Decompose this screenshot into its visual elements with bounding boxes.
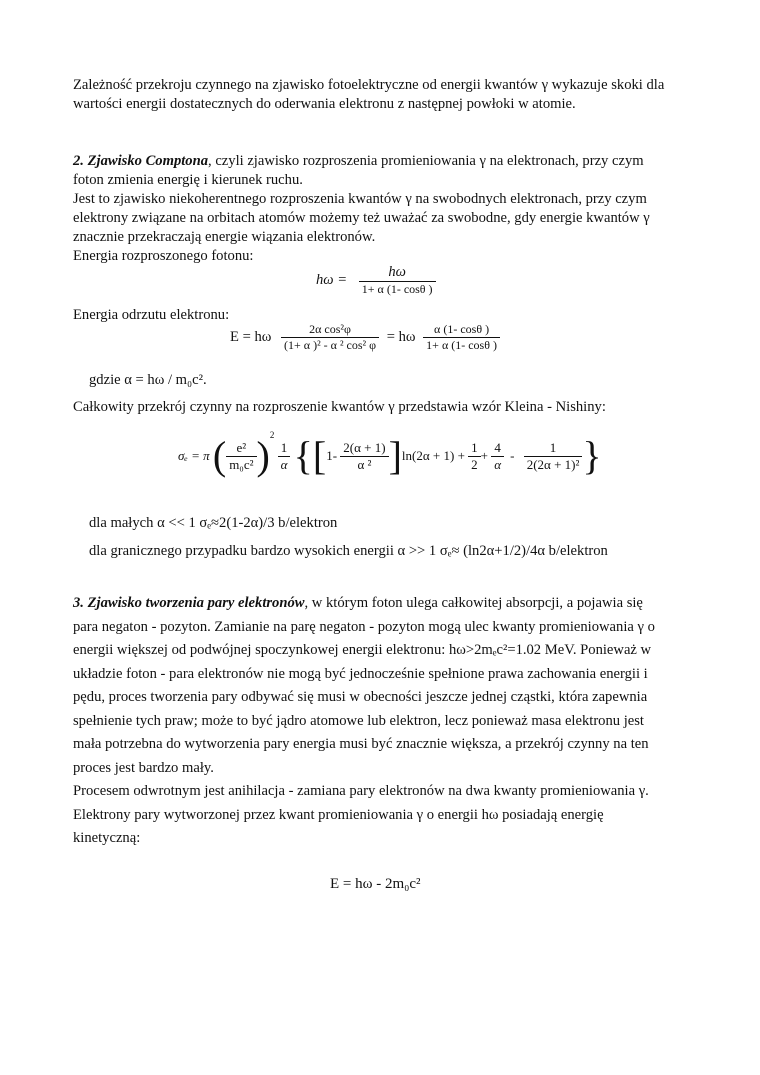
electron-energy-equation — [230, 322, 500, 353]
kn-frac-num: e² — [236, 439, 247, 455]
kn-t2-num: 2(α + 1) — [343, 439, 386, 455]
eq1-lhs: hω = — [316, 272, 348, 288]
eq1-denominator: 1+ α (1- cosθ ) — [359, 281, 436, 297]
alpha-definition-text: gdzie α = hω / m₀c². — [89, 372, 207, 388]
photon-energy-equation — [316, 264, 436, 297]
eq2-denominator-1: (1+ α )² - α ² cos² φ — [281, 337, 379, 353]
pair-line-9: Procesem odwrotnym jest anihilacja - zamiana pary elektronów na dwa kwanty promieniowania γ. — [73, 783, 649, 799]
compton-paragraph — [73, 152, 693, 266]
kn-four-den: α — [491, 456, 504, 473]
eq1-numerator: hω — [388, 264, 406, 280]
compton-line-3: Jest to zjawisko niekoherentnego rozproszenia kwantów γ na swobodnych elektronach, przy czym — [73, 191, 647, 207]
eq2-mid: = hω — [386, 329, 416, 345]
pair-line-3: energii większej od podwójnej spoczynkowej energii elektronu: hω>2mₑc²=1.02 MeV. Ponieważ w — [73, 642, 652, 658]
kn-minus: - — [510, 448, 515, 463]
kn-four-num: 4 — [494, 439, 501, 455]
compton-heading: 2. Zjawisko Comptona — [73, 153, 209, 169]
pair-line-11: kinetyczną: — [73, 830, 141, 846]
klein-nishina-formula: σₑ = π ( $\frac{\text{e²}}{\text{m₀c²}}$ )$^2$ $\frac{1}{\alpha}$ {[1- $\frac{2(\alpha + 1)}{\text{α ²}}$ ]ln(2α + 1) + $\frac{1}{2}$ + $\frac{4}{\alpha}$ - $\frac{1}{\text{2(2α + 1)²}}$ } — [178, 429, 602, 478]
pair-line-2: para negaton - pozyton. Zamianie na parę negaton - pozyton mogą ulec kwanty promieniowania γ o — [73, 618, 655, 635]
compton-line-1 — [73, 152, 693, 171]
kn-t2-den: α ² — [340, 456, 388, 473]
kn-one-minus: 1- — [326, 448, 338, 463]
small-alpha-case — [89, 515, 337, 532]
kn-last-num: 1 — [549, 439, 557, 455]
kinetic-energy-equation — [330, 876, 421, 893]
pair-line-10: Elektrony pary wytworzonej przez kwant promieniowania γ o energii hω posiadają energię — [73, 806, 604, 823]
pair-line-6: spełnienie tych praw; może to być jądro atomowe lub elektron, lecz ponieważ masa elektronu jest — [73, 712, 644, 729]
compton-line-5: znacznie przekraczają energie wiązania elektronów. — [73, 229, 376, 245]
kn-half-den: 2 — [468, 456, 481, 473]
pair-line-5: pędu, proces tworzenia pary odbywać się musi w obecności jeszcze jednej cząstki, która zapewnia — [73, 689, 648, 705]
kn-plus: + — [480, 448, 489, 463]
eq2-numerator-2: α (1- cosθ ) — [434, 322, 490, 336]
eq2-numerator-1: 2α cos²φ — [309, 322, 351, 336]
pair-intro-text: , w którym foton ulega całkowitej absorpcji, a pojawia się — [304, 595, 643, 611]
eq2-denominator-2: 1+ α (1- cosθ ) — [423, 337, 500, 353]
intro-line-2: wartości energii dostatecznych do oderwania elektronu z następnej powłoki w atomie. — [73, 96, 576, 112]
small-alpha-text: dla małych α << 1 σₑ≈2(1-2α)/3 b/elektron — [89, 515, 338, 531]
kn-term1-num: 1 — [280, 439, 288, 455]
klein-nishina-label: Całkowity przekrój czynny na rozproszenie kwantów γ przedstawia wzór Kleina - Nishiny: — [73, 399, 606, 415]
kinetic-energy-text: E = hω - 2m₀c² — [330, 876, 421, 892]
intro-paragraph — [73, 76, 693, 114]
pair-line-1 — [73, 592, 693, 616]
eq2-lhs: E = hω — [230, 329, 272, 345]
klein-nishina-label-block — [73, 398, 693, 417]
compton-line-2: foton zmienia energię i kierunek ruchu. — [73, 172, 303, 188]
pair-production-paragraph — [73, 592, 693, 851]
kn-frac-den: m₀c² — [226, 456, 256, 473]
kn-sigma: σₑ = π — [178, 448, 210, 463]
photon-energy-label: Energia rozproszonego fotonu: — [73, 248, 254, 264]
kn-square: 2 — [269, 429, 275, 440]
pair-line-4: układzie foton - para elektronów nie mogą być jednocześnie spełnione prawa zachowania energii i — [73, 665, 648, 682]
intro-line-1: Zależność przekroju czynnego na zjawisko fotoelektryczne od energii kwantów γ wykazuje skoki dla — [73, 77, 665, 93]
kn-half-num: 1 — [471, 439, 478, 455]
kn-term1-den: α — [278, 456, 291, 473]
kn-ln: ln(2α + 1) + — [401, 448, 465, 463]
pair-line-8: proces jest bardzo mały. — [73, 759, 214, 776]
pair-line-7: mała potrzebna do wytworzenia pary energia musi być znacznie większa, a przekrój czynny na ten — [73, 736, 649, 752]
large-alpha-text: dla granicznego przypadku bardzo wysokich energii α >> 1 σₑ≈ (ln2α+1/2)/4α b/elektron — [89, 543, 608, 559]
pair-heading: 3. Zjawisko tworzenia pary elektronów — [73, 595, 305, 611]
compton-line-4: elektrony związane na orbitach atomów możemy też uważać za swobodne, gdy energie kwantów γ — [73, 210, 650, 226]
electron-energy-label: Energia odrzutu elektronu: — [73, 307, 230, 323]
compton-intro-text: , czyli zjawisko rozproszenia promieniowania γ na elektronach, przy czym — [208, 153, 644, 169]
alpha-definition — [89, 372, 207, 389]
kn-last-den: 2(2α + 1)² — [524, 456, 583, 473]
large-alpha-case — [89, 543, 608, 560]
